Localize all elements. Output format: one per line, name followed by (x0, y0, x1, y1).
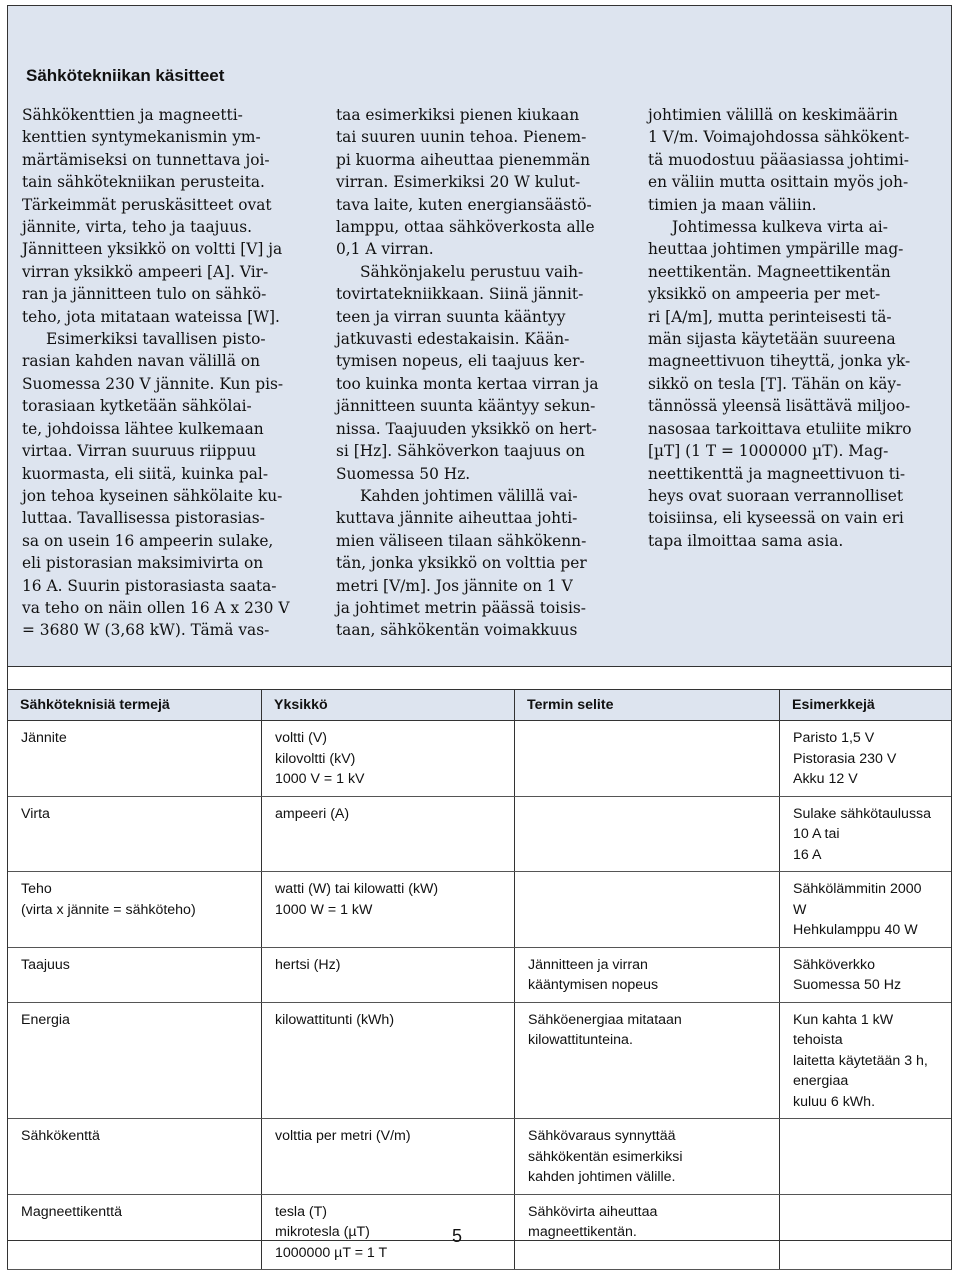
text-line: Suomessa 230 V jännite. Kun pis- (22, 374, 284, 393)
text-line: ran ja jännitteen tulo on sähkö- (22, 285, 267, 304)
cell-line: Kun kahta 1 kW tehoista (793, 1011, 894, 1048)
text-line: teen ja virran suunta kääntyy (336, 307, 566, 326)
cell-line: 16 A (793, 846, 822, 863)
text-line: tai suuren uunin tehoa. Pienem- (336, 128, 587, 147)
cell-line: Sähköenergiaa mitataan (528, 1011, 682, 1028)
text-line: tovirtatekniikkaan. Siinä jännit- (336, 285, 584, 304)
text-line: eli pistorasian maksimivirta on (22, 554, 264, 573)
text-line: kuttava jännite aiheuttaa johti- (336, 509, 578, 528)
text-line: jatkuvasti edestakaisin. Kään- (336, 330, 570, 349)
cell-line: tesla (T) (275, 1203, 328, 1220)
text-line: virtaa. Virran suuruus riippuu (22, 442, 257, 461)
cell-line: Taajuus (21, 956, 70, 973)
text-line: teho, jota mitataan wateissa [W]. (22, 307, 280, 326)
text-line: Esimerkiksi tavallisen pisto- (46, 330, 266, 349)
text-line: tä muodostuu pääasiassa johtimi- (648, 150, 909, 169)
cell-line: ampeeri (A) (275, 805, 350, 822)
text-line: jon tehoa kyseinen sähkölaite ku- (22, 486, 283, 505)
cell-line: Sähkövirta aiheuttaa (528, 1203, 658, 1220)
header-description: Termin selite (515, 690, 780, 721)
text-line: va teho on näin ollen 16 A x 230 V (22, 598, 290, 617)
cell-line: Energia (21, 1011, 70, 1028)
text-line: metri [V/m]. Jos jännite on 1 V (336, 576, 573, 595)
header-term: Sähköteknisiä termejä (8, 690, 262, 721)
text-line: Jännitteen yksikkö on voltti [V] ja (22, 240, 283, 259)
text-line: tain sähkötekniikan perusteita. (22, 173, 265, 192)
text-line: kuormasta, eli siitä, kuinka pal- (22, 464, 269, 483)
cell-line: kilowattitunti (kWh) (275, 1011, 395, 1028)
cell-line: mikrotesla (µT) (275, 1224, 370, 1240)
text-line: rasian kahden navan välillä on (22, 352, 261, 371)
text-line: 1 V/m. Voimajohdossa sähkökent- (648, 128, 910, 147)
text-line: 0,1 A virran. (336, 240, 434, 259)
text-line: 16 A. Suurin pistorasiasta saata- (22, 576, 277, 595)
cell-line: Hehkulamppu 40 W (793, 922, 918, 938)
cell-line: Teho (21, 881, 52, 897)
page-number: 5 (452, 1226, 463, 1246)
cell-line: voltti (V) (275, 730, 328, 746)
text-line: virran. Esimerkiksi 20 W kulut- (336, 173, 581, 192)
cell-line: Sähkökenttä (21, 1128, 100, 1144)
page-frame (7, 5, 952, 1241)
text-line: jännite, virta, teho ja taajuus. (22, 218, 253, 237)
text-line: taa esimerkiksi pienen kiukaan (336, 106, 580, 124)
cell-line: Sähkövaraus synnyttää (528, 1128, 676, 1144)
cell-line: Jännite (21, 730, 67, 746)
text-line: Sähkökenttien ja magneetti- (22, 106, 243, 124)
cell-line: magneettikentän. (528, 1224, 637, 1240)
cell-line: kilowattitunteina. (528, 1032, 633, 1048)
text-line: Sähkönjakelu perustuu vaih- (360, 262, 584, 281)
text-line: johtimien välillä on keskimäärin (648, 106, 898, 124)
cell-line: 1000000 µT = 1 T (275, 1244, 388, 1261)
text-line: virran yksikkö ampeeri [A]. Vir- (22, 262, 269, 281)
text-line: sikkö on tesla [T]. Tähän on käy- (648, 374, 902, 393)
text-line: ri [A/m], mutta perinteisesti tä- (648, 307, 892, 326)
text-line: tännössä yleensä lisättävä miljoo- (648, 397, 911, 416)
cell-line: Pistorasia 230 V (793, 750, 897, 767)
header-unit: Yksikkö (262, 690, 515, 721)
cell-line: Magneettikenttä (21, 1203, 122, 1220)
text-line: heys ovat suoraan verrannolliset (648, 486, 904, 505)
text-line: Johtimessa kulkeva virta ai- (672, 218, 888, 237)
cell-line: kahden johtimen välille. (528, 1169, 676, 1185)
cell-line: Sulake sähkötaulussa 10 A tai (793, 805, 932, 842)
text-line: toisiinsa, eli kyseessä on vain eri (648, 509, 904, 528)
text-line: män sijasta käytetään suureena (648, 330, 896, 349)
text-line: = 3680 W (3,68 kW). Tämä vas- (22, 621, 270, 640)
text-line: lamppu, ottaa sähköverkosta alle (336, 218, 595, 237)
cell-line: laitetta käytetään 3 h, energiaa (793, 1052, 928, 1089)
text-line: Suomessa 50 Hz. (336, 464, 471, 483)
text-line: [µT] (1 T = 1000000 µT). Mag- (648, 442, 889, 461)
cell-line: volttia per metri (V/m) (275, 1128, 411, 1144)
cell-line: watti (W) tai kilowatti (kW) (275, 881, 439, 897)
cell-line: (virta x jännite = sähköteho) (21, 901, 196, 918)
cell-line: Virta (21, 805, 50, 822)
cell-line: Sähkölämmitin 2000 W (793, 881, 922, 918)
text-line: märtämiseksi on tunnettava joi- (22, 150, 270, 169)
text-line: tava laite, kuten energiansäästö- (336, 195, 592, 214)
text-line: tymisen nopeus, eli taajuus ker- (336, 352, 585, 371)
cell-line: 1000 W = 1 kW (275, 901, 373, 918)
cell-line: Sähköverkko Suomessa 50 Hz (793, 956, 902, 993)
cell-line: kuluu 6 kWh. (793, 1093, 876, 1110)
cell-line: 1000 V = 1 kV (275, 771, 365, 787)
text-line: nissa. Taajuuden yksikkö on hert- (336, 419, 597, 438)
text-line: heuttaa johtimen ympärille mag- (648, 240, 904, 259)
text-line: nasosaa tarkoittava etuliite mikro (648, 419, 912, 438)
text-line: neettikenttä ja magneettivuon ti- (648, 464, 906, 483)
text-line: tapa ilmoittaa sama asia. (648, 531, 844, 550)
text-line: ja johtimet metrin päässä toisis- (336, 598, 587, 617)
text-line: mien väliseen tilaan sähkökenn- (336, 531, 587, 550)
cell-line: kilovoltti (kV) (275, 750, 356, 767)
text-line: sa on usein 16 ampeerin sulake, (22, 531, 274, 550)
text-line: te, johdoissa lähtee kulkemaan (22, 419, 264, 438)
section-title: Sähkötekniikan käsitteet (26, 66, 225, 85)
header-examples: Esimerkkejä (780, 690, 952, 721)
text-line: Tärkeimmät peruskäsitteet ovat (22, 195, 272, 214)
cell-line: Paristo 1,5 V (793, 730, 875, 746)
text-line: too kuinka monta kertaa virran ja (336, 374, 599, 393)
cell-line: Akku 12 V (793, 771, 858, 787)
text-line: neettikentän. Magneettikentän (648, 262, 891, 281)
text-line: torasiaan kytketään sähkölai- (22, 397, 252, 416)
cell-line: Jännitteen ja virran (528, 956, 648, 973)
cell-line: kääntymisen nopeus (528, 977, 659, 993)
text-line: kenttien syntymekanismin ym- (22, 128, 261, 147)
text-line: tän, jonka yksikkö on volttia per (336, 554, 587, 573)
text-line: pi kuorma aiheuttaa pienemmän (336, 150, 591, 169)
text-line: Kahden johtimen välillä vai- (360, 486, 578, 505)
cell-line: hertsi (Hz) (275, 956, 341, 973)
text-line: timien ja maan väliin. (648, 195, 817, 214)
text-line: jännitteen suunta kääntyy sekun- (336, 397, 596, 416)
text-line: en väliin mutta osittain myös joh- (648, 173, 909, 192)
text-line: luttaa. Tavallisessa pistorasias- (22, 509, 265, 528)
text-line: magneettivuon tiheyttä, jonka yk- (648, 352, 911, 371)
text-line: yksikkö on ampeeria per met- (648, 285, 881, 304)
text-line: si [Hz]. Sähköverkon taajuus on (336, 442, 585, 461)
text-line: taan, sähkökentän voimakkuus (336, 621, 578, 640)
cell-line: sähkökentän esimerkiksi (528, 1148, 683, 1165)
